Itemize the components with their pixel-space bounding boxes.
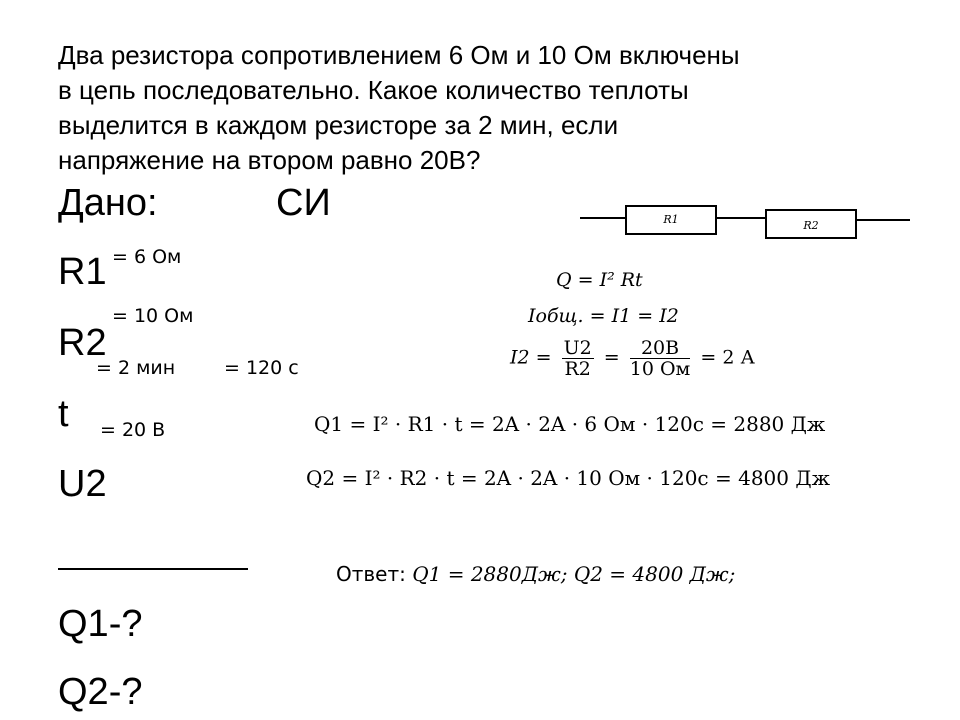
q2-unknown: Q2-? xyxy=(58,671,143,713)
r1-value: = 6 Ом xyxy=(112,246,182,268)
si-heading: СИ xyxy=(276,182,331,224)
r1-label: R1 xyxy=(663,213,679,226)
given-divider xyxy=(58,568,248,570)
current-calculation xyxy=(510,338,755,379)
u2-value: = 20 В xyxy=(100,419,166,441)
t-symbol: t xyxy=(58,393,69,435)
r2-label: R2 xyxy=(803,219,819,232)
fraction-10-ohm: 10 Ом xyxy=(629,358,691,380)
q1-calculation: Q1 = I² · R1 · t = 2A · 2A · 6 Ом · 120с = 2880 Дж xyxy=(314,412,826,436)
fraction-20v: 20В xyxy=(630,338,691,359)
current-equality xyxy=(528,304,679,328)
problem-line-3: выделится в каждом резисторе за 2 мин, если xyxy=(58,110,619,140)
t-value: = 2 мин xyxy=(96,357,176,379)
problem-line-4: напряжение на втором равно 20В? xyxy=(58,145,481,175)
dano-heading: Дано: xyxy=(58,182,158,224)
i2-left: I2 = xyxy=(510,346,552,369)
current-equality-text: Iобщ. = I1 = I2 xyxy=(528,305,679,327)
problem-statement xyxy=(58,38,918,178)
r2-value: = 10 Ом xyxy=(112,305,194,327)
equals-sign: = xyxy=(603,346,620,369)
fraction-values xyxy=(630,338,691,379)
heat-formula-text: Q = I² Rt xyxy=(556,269,643,291)
i2-result: = 2 А xyxy=(700,346,755,369)
answer-line xyxy=(336,562,735,586)
fraction-u2: U2 xyxy=(563,337,592,359)
q1-unknown: Q1-? xyxy=(58,603,143,645)
problem-line-1: Два резистора сопротивлением 6 Ом и 10 Ом включены xyxy=(58,40,740,70)
heat-formula xyxy=(556,268,643,292)
answer-label: Ответ: xyxy=(336,562,406,586)
r1-symbol: R1 xyxy=(58,251,107,293)
r2-symbol: R2 xyxy=(58,322,107,364)
series-circuit-diagram xyxy=(578,202,912,244)
problem-line-2: в цепь последовательно. Какое количество теплоты xyxy=(58,75,689,105)
answer-text: Q1 = 2880Дж; Q2 = 4800 Дж; xyxy=(412,562,736,586)
t-si-value: = 120 с xyxy=(224,357,299,379)
fraction-u2-r2 xyxy=(562,338,594,379)
fraction-r2: R2 xyxy=(564,358,591,380)
u2-symbol: U2 xyxy=(58,463,107,505)
q2-calculation: Q2 = I² · R2 · t = 2A · 2A · 10 Ом · 120с = 4800 Дж xyxy=(306,466,831,490)
